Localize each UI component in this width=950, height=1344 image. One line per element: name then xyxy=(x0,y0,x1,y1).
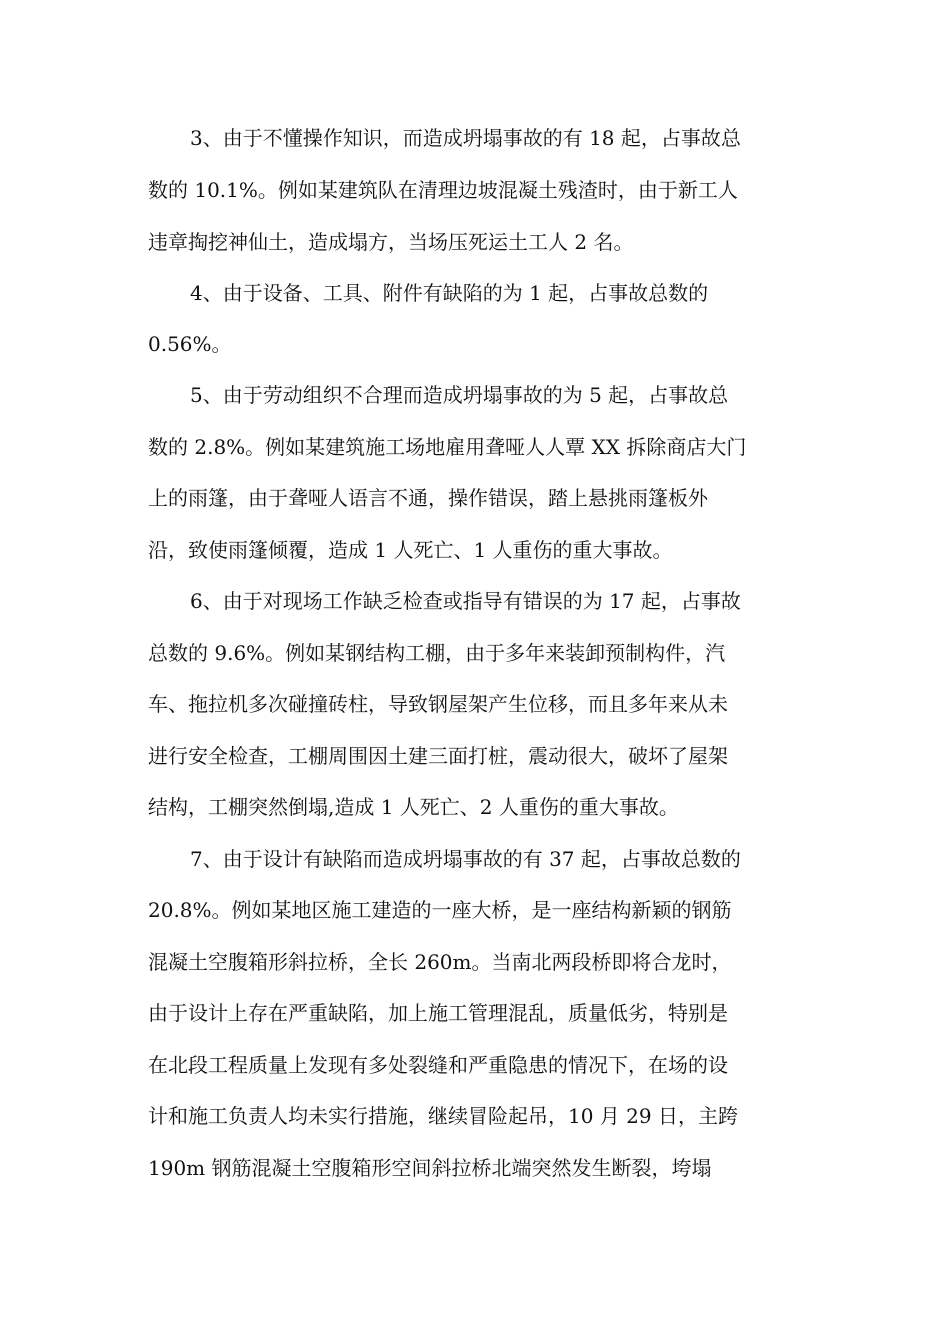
text-line: 20.8%。例如某地区施工建造的一座大桥，是一座结构新颖的钢筋 xyxy=(148,898,732,922)
text-line: 结构，工棚突然倒塌,造成 1 人死亡、2 人重伤的重大事故。 xyxy=(148,795,679,819)
text-line: 违章掏挖神仙土，造成塌方，当场压死运土工人 2 名。 xyxy=(148,230,634,254)
text-line: 计和施工负责人均未实行措施，继续冒险起吊，10 月 29 日，主跨 xyxy=(148,1104,738,1128)
text-line: 3、由于不懂操作知识，而造成坍塌事故的有 18 起，占事故总 xyxy=(190,126,741,150)
text-line: 总数的 9.6%。例如某钢结构工棚，由于多年来装卸预制构件，汽 xyxy=(148,641,726,665)
text-line: 0.56%。 xyxy=(148,332,232,356)
text-line: 数的 10.1%。例如某建筑队在清理边坡混凝土残渣时，由于新工人 xyxy=(148,178,738,202)
text-line: 沿，致使雨篷倾覆，造成 1 人死亡、1 人重伤的重大事故。 xyxy=(148,538,673,562)
text-line: 进行安全检查，工棚周围因土建三面打桩，震动很大，破坏了屋架 xyxy=(148,744,728,768)
text-line: 混凝土空腹箱形斜拉桥，全长 260m。当南北两段桥即将合龙时， xyxy=(148,950,732,974)
text-line: 在北段工程质量上发现有多处裂缝和严重隐患的情况下，在场的设 xyxy=(148,1053,728,1077)
text-line: 数的 2.8%。例如某建筑施工场地雇用聋哑人人覃 XX 拆除商店大门 xyxy=(148,435,747,459)
text-line: 6、由于对现场工作缺乏检查或指导有错误的为 17 起，占事故 xyxy=(190,589,741,613)
text-line: 4、由于设备、工具、附件有缺陷的为 1 起，占事故总数的 xyxy=(190,281,709,305)
text-line: 5、由于劳动组织不合理而造成坍塌事故的为 5 起，占事故总 xyxy=(190,383,729,407)
text-line: 车、拖拉机多次碰撞砖柱，导致钢屋架产生位移，而且多年来从未 xyxy=(148,692,728,716)
text-line: 由于设计上存在严重缺陷，加上施工管理混乱，质量低劣，特别是 xyxy=(148,1001,728,1025)
text-line: 上的雨篷，由于聋哑人语言不通，操作错误，踏上悬挑雨篷板外 xyxy=(148,486,708,510)
text-line: 190m 钢筋混凝土空腹箱形空间斜拉桥北端突然发生断裂，垮塌 xyxy=(148,1156,712,1180)
text-line: 7、由于设计有缺陷而造成坍塌事故的有 37 起，占事故总数的 xyxy=(190,847,741,871)
